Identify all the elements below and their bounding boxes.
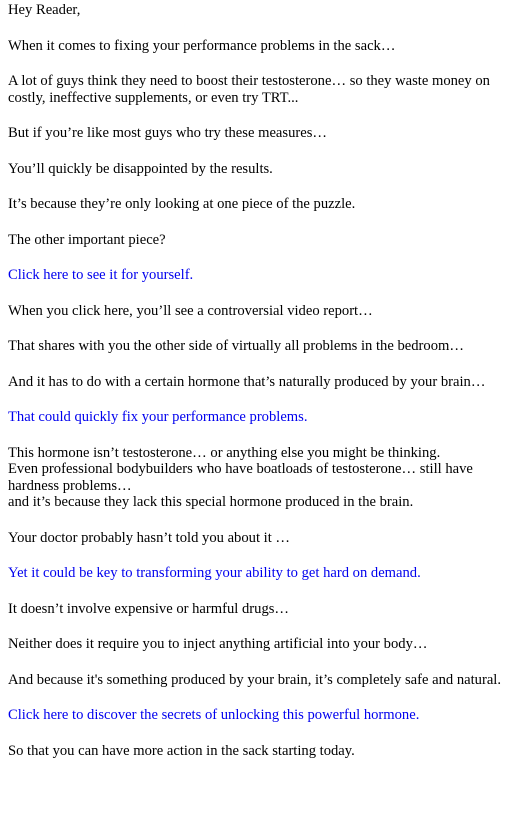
- paragraph: Neither does it require you to inject anything artificial into your body…: [8, 636, 428, 652]
- paragraph: A lot of guys think they need to boost their testosterone… so they waste money on costly, ineffective supplements, or even try TRT...: [8, 73, 490, 106]
- paragraph: You’ll quickly be disappointed by the results.: [8, 160, 273, 177]
- see-it-yourself-link[interactable]: Click here to see it for yourself.: [8, 267, 194, 283]
- paragraph: When you click here, you’ll see a controversial video report…: [8, 302, 373, 319]
- paragraph: The other important piece?: [8, 231, 166, 248]
- hard-on-demand-link[interactable]: Yet it could be key to transforming your ability to get hard on demand.: [8, 565, 421, 581]
- greeting: Hey Reader,: [8, 2, 81, 18]
- fix-performance-link[interactable]: That could quickly fix your performance problems.: [8, 409, 308, 425]
- paragraph-multiline: [8, 445, 513, 511]
- paragraph-line: This hormone isn’t testosterone… or anything else you might be thinking.: [8, 444, 441, 461]
- paragraph-line: Even professional bodybuilders who have boatloads of testosterone… still have hardness problems…: [8, 461, 473, 494]
- paragraph: It’s because they’re only looking at one piece of the puzzle.: [8, 196, 356, 212]
- paragraph: That shares with you the other side of virtually all problems in the bedroom…: [8, 338, 464, 354]
- paragraph: So that you can have more action in the sack starting today.: [8, 742, 355, 759]
- paragraph: It doesn’t involve expensive or harmful drugs…: [8, 600, 290, 617]
- paragraph: And because it's something produced by your brain, it’s completely safe and natural.: [8, 671, 502, 688]
- paragraph: But if you’re like most guys who try these measures…: [8, 125, 327, 141]
- paragraph: When it comes to fixing your performance problems in the sack…: [8, 37, 396, 54]
- paragraph: Your doctor probably hasn’t told you about it …: [8, 529, 290, 546]
- paragraph-line: and it’s because they lack this special hormone produced in the brain.: [8, 494, 414, 510]
- paragraph: And it has to do with a certain hormone that’s naturally produced by your brain…: [8, 373, 486, 390]
- discover-secrets-link[interactable]: Click here to discover the secrets of unlocking this powerful hormone.: [8, 707, 420, 723]
